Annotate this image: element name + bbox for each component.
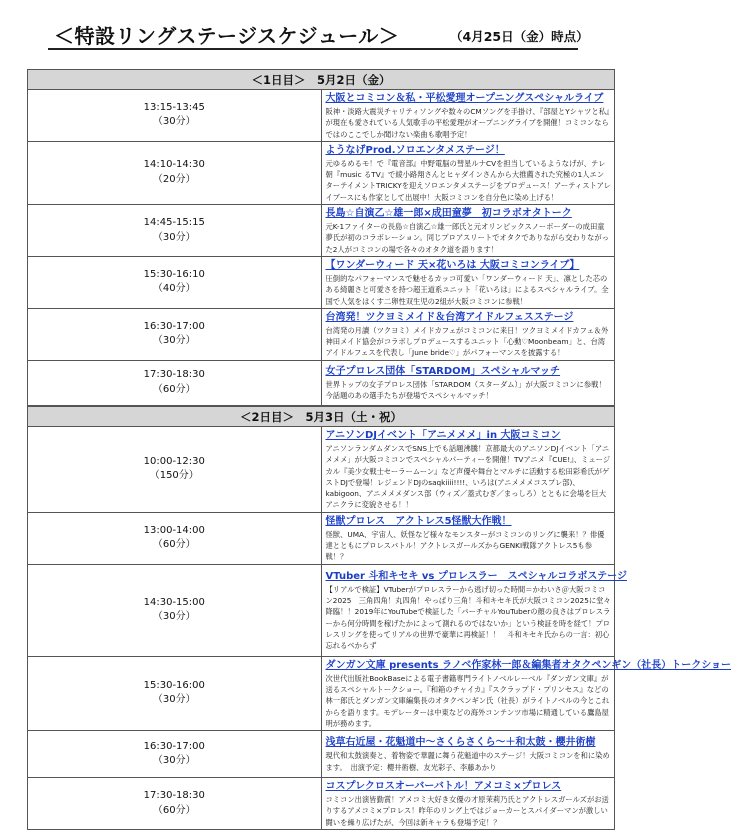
time-range: 17:30-18:30 [143,369,205,381]
event-cell [321,778,615,830]
day1-schedule-table [27,69,615,406]
event-description: 世界トップの女子プロレス団体「STARDOM（スターダム）」が大阪コミコンに参戦！今話題のあの選手たちが登場でスペシャルマッチ！ [325,379,606,401]
duration: （60分） [152,539,196,551]
event-title: VTuber 斗和キセキ vs プロレスラー スペシャルコラボステージ [325,570,627,582]
time-cell [28,90,322,142]
event-description: 次世代出版社BookBaseによる電子書籍専門ライトノベルレーベル『ダンガン文庫』が送るスペシャルトークショー。『和箱のチャイカ』『スクラップド・プリンセス』などの林一郎氏とダンガン文庫編集長のオタクペンギン氏（社長）がライトノベルの今とこれからを語ります。モデレーターは中東などの海外コンテンツ市場に精通している鷹島屋明が務めます。 [325,673,610,728]
time-range: 16:30-17:00 [143,740,205,752]
time-range: 15:30-16:00 [143,679,205,691]
duration: （30分） [152,116,196,128]
event-title: ダンガン文庫 presents ラノベ作家林一郎＆編集者オタクペンギン（社長）トークショー [325,659,731,671]
event-row [28,90,615,142]
event-row [28,256,615,308]
time-cell [28,564,322,656]
duration: （60分） [152,804,196,816]
page-header [48,18,589,50]
event-cell [321,427,615,513]
event-title: ようなげProd.ソロエンタメステージ！ [325,144,505,156]
event-row [28,308,615,360]
event-cell [321,308,615,360]
event-title: 大阪とコミコン＆私・平松愛理オープニングスペシャルライブ [325,93,604,104]
event-title: アニソンDJイベント「アニメメメ」in 大阪コミコン [325,430,561,441]
event-title: 【ワンダーウィード 天×花いろは 大阪コミコンライブ】 [325,259,580,271]
event-row [28,205,615,257]
event-description: 阪神・淡路大震災チャリティソングや数々のCMソングを手掛け、『部屋とYシャツと私』が現在も愛されている人気歌手の平松愛理がオープニングライブを開催！コミコンならではのここでしか聞けない楽曲も歌唱予定！ [325,107,610,139]
time-range: 16:30-17:00 [143,320,205,332]
event-cell [321,656,731,730]
duration: （30分） [152,231,196,243]
event-row [28,512,615,564]
time-cell [28,256,322,308]
day-heading-row [28,70,615,90]
event-title: 長島☆自演乙☆雄一郎×成田童夢 初コラボオタトーク [325,208,572,220]
day-heading: ＜2日目＞ 5月3日（土・祝） [28,407,615,427]
event-cell [321,205,615,257]
event-description: 圧倒的なパフォーマンスで魅せるカッコ可愛い「ワンダーウィード 天」、凛とした芯のある綺麗さと可愛さを持つ超王道系ユニット「花いろは」によるスペシャルライブ。全国で人気をはくす二卵性双生児の2組が大阪コミコンに参戦！ [325,273,609,306]
event-row [28,427,615,513]
event-title: 台湾発！ツクヨミメイド＆台湾アイドルフェスステージ [325,311,574,323]
event-description: アニソンランダムダンスでSNS上でも話題沸騰！京都最大のアニソンDJイベント「アニメメメ」が大阪コミコンでスペシャルパーティーを開催！TVアニメ『CUE!』、ミュージカル『美少女戦士セーラームーン』など声優や舞台とマルチに活動する松田彩希氏がゲストDJで登場！レジェンドDJのsaqkiiii!!!!、いろは(アニメメメコスプレ部)、kabigoon、アニメメメダンス部（ウィズ／蓋式むぎ／まっしろ）とともに会場を巨大アニクラに変貌させる！！ [325,444,611,510]
event-description: 【リアルで検証】VTuberがプロレスラーから逃げ切った時間＝かわいさ＠大阪コミコン2025 三角四角！丸四角！やっぱり三角！斗和キセキ氏が大阪コミコン2025に堂々降臨！！2019年にYouTubeで検証した「バーチャルYouTuberの顔の良さはプロレスラーから何分時間を稼げたかによって測れるのではないか」という検証を時を経て！プロレスリングを使ってリアルの世界で豪華に再検証！！ 斗和キセキ氏からの一言：初心忘れるべからず [325,584,611,651]
event-cell [321,256,615,308]
time-range: 13:00-14:00 [143,524,205,536]
event-cell [321,141,615,204]
time-range: 10:00-12:30 [143,455,205,467]
duration: （150分） [149,470,199,482]
event-row [28,564,615,656]
page-title: ＜特設リングステージスケジュール＞ [54,24,400,48]
event-title: 女子プロレス団体「STARDOM」スペシャルマッチ [325,365,561,377]
duration: （20分） [152,173,196,185]
event-row [28,731,615,778]
time-range: 14:30-15:00 [143,596,205,608]
time-cell [28,778,322,830]
event-description: 怪獣、UMA、宇宙人、妖怪など様々なモンスターがコミコンのリングに襲来！？俳優達とともにプロレスバトル！アクトレスガールズからGENKI戦隊アクトレス5も参戦！？ [325,529,605,562]
time-cell [28,731,322,778]
time-cell [28,512,322,564]
event-cell [321,512,615,564]
event-cell [321,90,615,142]
event-cell [321,360,615,405]
time-cell [28,205,322,257]
event-description: 元K-1ファイターの長島☆自演乙☆雄一郎氏と元オリンピックスノーボーダーの成田童夢氏が初のコラボレーション。同じプロアスリートでオタクでありながら交わりながった2人がコミコンの場で各々のオタク道を語ります！ [325,222,609,254]
event-cell [321,731,615,778]
event-title: 浅草右近屋・花魁道中～さくらさくら～＋和太鼓・櫻井術樹 [325,737,596,749]
time-range: 17:30-18:30 [143,790,205,802]
event-cell [321,564,627,656]
time-range: 14:45-15:15 [143,217,205,229]
time-cell [28,308,322,360]
day-heading: ＜1日目＞ 5月2日（金） [28,70,615,90]
day2-schedule-table [27,406,731,830]
duration: （30分） [152,755,196,767]
time-cell [28,360,322,405]
day-heading-row [28,407,615,427]
event-description: コミコン出演皆勤賞！アメコミ大好き女優の才原茉莉乃氏とアクトレスガールズがお送りするアメコミ×プロレス！昨年のリング上ではジョーカーとスパイダーマンが激しい闘いを繰り広げたが、今回は新キャラも登場予定！？ [325,795,609,827]
time-cell [28,427,322,513]
event-title: コスプレクロスオーバーバトル！アメコミ×プロレス [325,781,562,793]
event-row [28,778,615,830]
time-range: 14:10-14:30 [143,159,205,171]
event-description: 元ゆるめるモ！で『電音部』中野電脳の彗星ルナCVを担当しているようなげが、テレ朝『music るTV』で綾小路翔さんとヒャダインさんから大推薦された究極の1人エンターテイメントTRICKYを迎えソロエンタメステージをプロデュース！アーティストアレイブースにも作家として出展中！大阪コミコンを自分色に染め上げる！ [325,158,611,202]
duration: （30分） [152,694,196,706]
event-row [28,360,615,405]
duration: （30分） [152,611,196,623]
time-cell [28,656,322,730]
duration: （30分） [152,335,196,347]
time-range: 15:30-16:10 [143,268,205,280]
as-of-date: （4月25日（金）時点） [450,29,589,44]
event-description: 台湾発の月讀（ツクヨミ）メイドカフェがコミコンに来日！ツクヨミメイドカフェ＆外神田メイド協会がコラボしプロデュースするユニット「心動♡Moonbeam」と、台湾アイドルフェスを代表し「June bride♡」がパフォーマンスを披露する！ [325,325,609,358]
event-description: 現代和太鼓演奏と、着物姿で華麗に舞う花魁道中のステージ！大阪コミコンを和に染めます。 出演予定：櫻井術樹、友光彩子、李藤あかり [325,751,610,772]
duration: （60分） [152,383,196,395]
event-title: 怪獣プロレス アクトレス5怪獣大作戦！ [325,515,512,527]
time-range: 13:15-13:45 [143,101,205,113]
time-cell [28,141,322,204]
duration: （40分） [152,283,196,295]
event-row [28,141,615,204]
event-row [28,656,615,730]
